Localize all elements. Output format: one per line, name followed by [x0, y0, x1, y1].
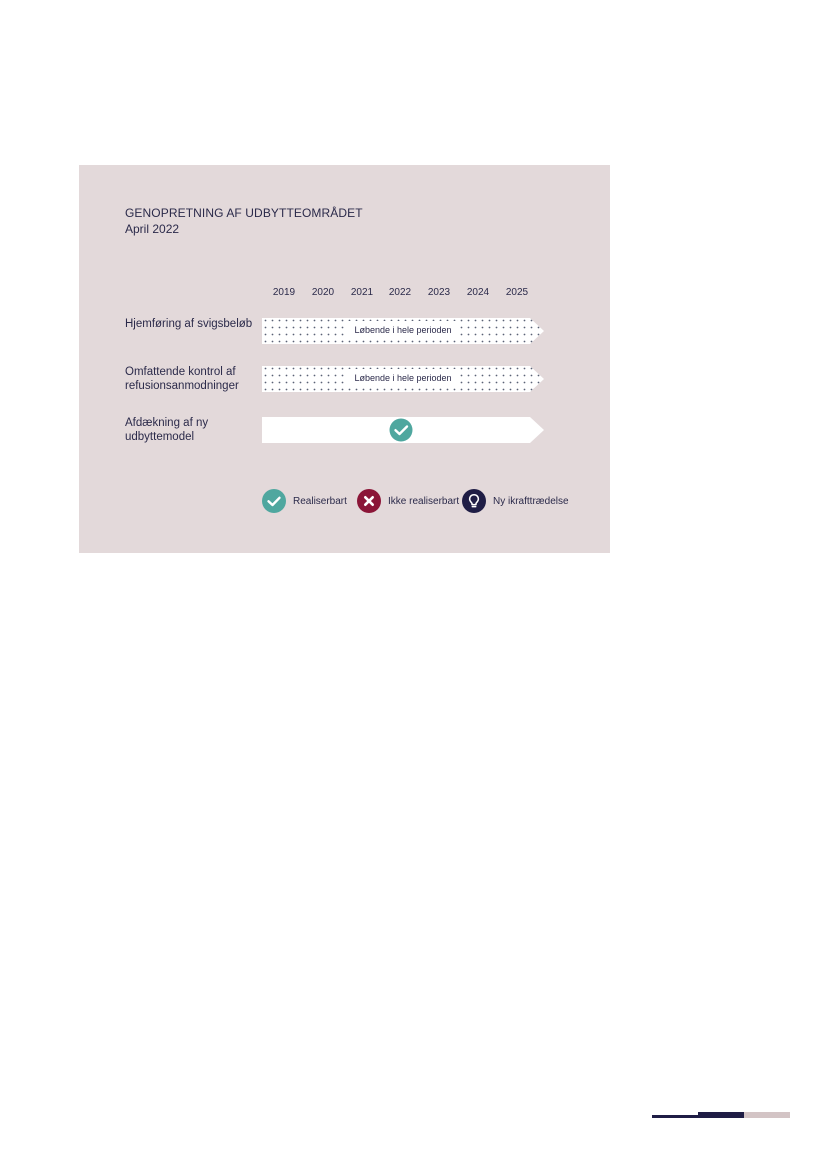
- year-label: 2023: [427, 287, 451, 298]
- year-axis: [262, 287, 542, 301]
- year-label: 2019: [272, 287, 296, 298]
- check-icon: [390, 419, 413, 442]
- legend-item-ny-ikrafttraedelse: [462, 489, 569, 513]
- row-label-line: refusionsanmodninger: [125, 380, 239, 392]
- timeline-figure: [79, 165, 610, 553]
- timeline-bar-dotted: [262, 365, 544, 393]
- footer-line-dark: [698, 1112, 744, 1118]
- timeline-bar-dotted: [262, 317, 544, 345]
- row-label-udbyttemodel: [125, 416, 208, 444]
- row-label-line: Omfattende kontrol af: [125, 366, 236, 378]
- figure-subtitle: April 2022: [125, 222, 180, 236]
- check-icon: [262, 489, 286, 513]
- year-label: 2025: [505, 287, 529, 298]
- legend-item-ikke-realiserbart: [357, 489, 459, 513]
- legend-label: Realiserbart: [293, 495, 347, 507]
- row-label-kontrol: [125, 365, 239, 393]
- footer-line-thin: [652, 1115, 698, 1118]
- lightbulb-icon: [462, 489, 486, 513]
- figure-title: GENOPRETNING AF UDBYTTEOMRÅDET: [125, 206, 363, 220]
- legend-label: Ny ikrafttrædelse: [493, 495, 569, 507]
- footer-line-light: [744, 1112, 790, 1118]
- bar-text-label: Løbende i hele perioden: [346, 369, 459, 387]
- year-label: 2020: [311, 287, 335, 298]
- legend-item-realiserbart: [262, 489, 347, 513]
- year-label: 2021: [350, 287, 374, 298]
- row-label-line: Hjemføring af svigsbeløb: [125, 318, 253, 330]
- timeline-bar-plain: [262, 416, 544, 444]
- bar-text-label: Løbende i hele perioden: [346, 321, 459, 339]
- year-label: 2022: [388, 287, 412, 298]
- row-label-hjemfoering: [125, 317, 252, 331]
- cross-icon: [357, 489, 381, 513]
- row-label-line: udbyttemodel: [125, 431, 195, 443]
- row-label-line: Afdækning af ny: [125, 417, 209, 429]
- year-label: 2024: [466, 287, 490, 298]
- legend-label: Ikke realiserbart: [388, 495, 460, 507]
